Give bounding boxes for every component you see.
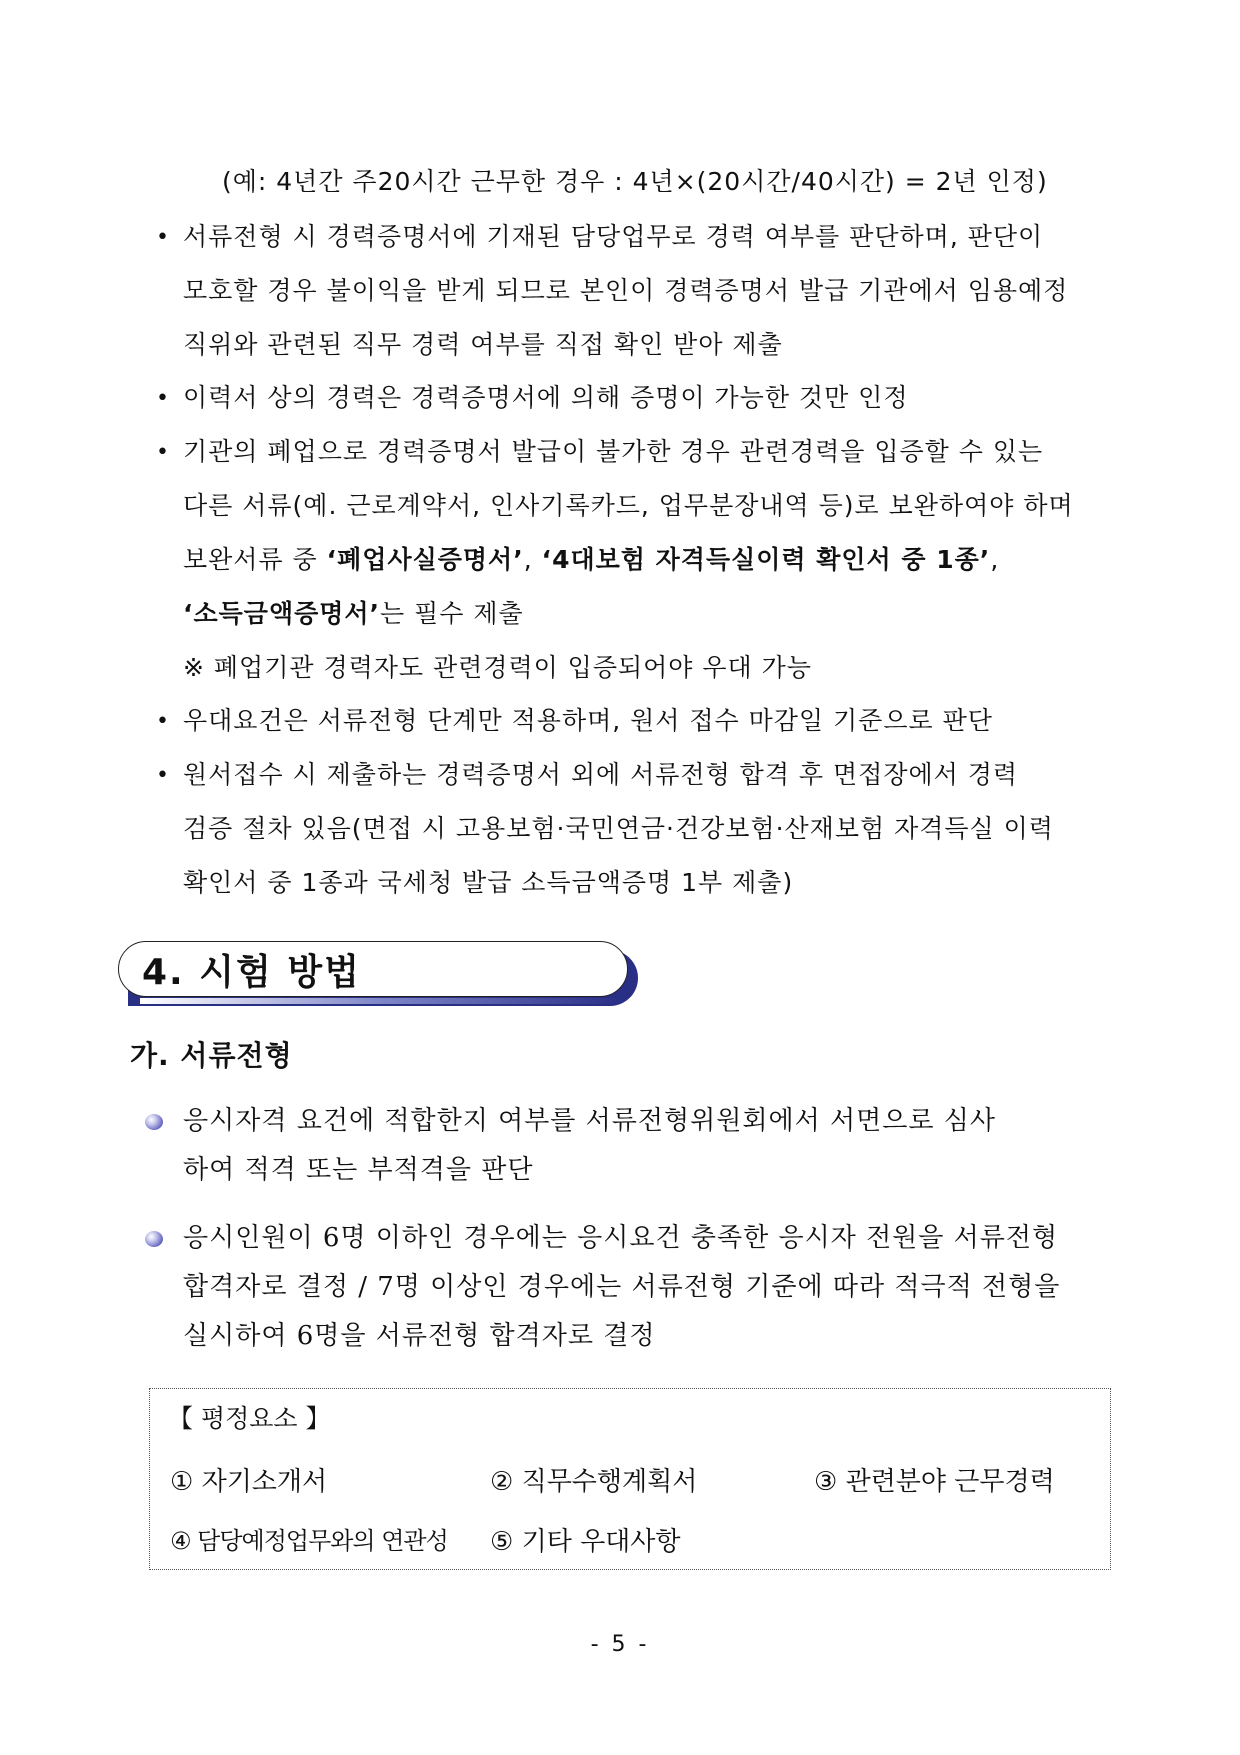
- evaluation-item: ④ 담당예정업무와의 연관성: [170, 1527, 448, 1555]
- subsection-title: 가. 서류전형: [130, 1039, 293, 1072]
- bullet-ball-icon: [145, 1231, 163, 1247]
- text-span: 보완서류 중: [183, 545, 327, 574]
- text-line: 다른 서류(예. 근로계약서, 인사기록카드, 업무분장내역 등)로 보완하여야 하며: [183, 491, 1074, 520]
- text-span: ,: [523, 545, 542, 574]
- evaluation-box: [149, 1388, 1111, 1570]
- text-line: 검증 절차 있음(면접 시 고용보험·국민연금·건강보험·산재보험 자격득실 이력: [183, 814, 1054, 843]
- evaluation-box-title: 【 평정요소 】: [168, 1404, 331, 1433]
- text-line: 우대요건은 서류전형 단계만 적용하며, 원서 접수 마감일 기준으로 판단: [183, 706, 993, 735]
- bullet-glyph: •: [156, 709, 169, 734]
- para-line: 응시자격 요건에 적합한지 여부를 서류전형위원회에서 서면으로 심사: [183, 1106, 996, 1136]
- bold-doc-name: ‘폐업사실증명서’: [326, 545, 524, 574]
- text-line: 서류전형 시 경력증명서에 기재된 담당업무로 경력 여부를 판단하며, 판단이: [183, 222, 1044, 251]
- text-line-mixed: [183, 594, 524, 630]
- bold-doc-name: ‘4대보험 자격득실이력 확인서 중 1종’: [541, 545, 991, 574]
- page-number: - 5 -: [590, 1632, 650, 1657]
- evaluation-item: ⑤ 기타 우대사항: [490, 1527, 681, 1557]
- text-span: ,: [990, 545, 1000, 574]
- bold-doc-name: ‘소득금액증명서’: [183, 599, 381, 628]
- bullet-glyph: •: [156, 440, 169, 465]
- section-title: 4. 시험 방법: [142, 952, 361, 993]
- text-line-mixed: [183, 540, 999, 576]
- text-line: 원서접수 시 제출하는 경력증명서 외에 서류전형 합격 후 면접장에서 경력: [183, 760, 1019, 789]
- bullet-glyph: •: [156, 225, 169, 250]
- evaluation-item: ① 자기소개서: [170, 1467, 328, 1497]
- para-line: 실시하여 6명을 서류전형 합격자로 결정: [183, 1321, 656, 1351]
- bullet-glyph: •: [156, 763, 169, 788]
- example-note: (예: 4년간 주20시간 근무한 경우 : 4년×(20시간/40시간) = 2년 인정): [222, 167, 1048, 196]
- evaluation-item: ③ 관련분야 근무경력: [814, 1467, 1055, 1497]
- text-span: 는 필수 제출: [380, 599, 524, 628]
- text-line: 기관의 폐업으로 경력증명서 발급이 불가한 경우 관련경력을 입증할 수 있는: [183, 437, 1044, 466]
- para-line: 합격자로 결정 / 7명 이상인 경우에는 서류전형 기준에 따라 적극적 전형을: [183, 1272, 1061, 1302]
- bullet-ball-icon: [145, 1114, 163, 1130]
- note-line: ※ 폐업기관 경력자도 관련경력이 입증되어야 우대 가능: [183, 653, 812, 682]
- para-line: 응시인원이 6명 이하인 경우에는 응시요건 충족한 응시자 전원을 서류전형: [183, 1223, 1059, 1253]
- text-line: 직위와 관련된 직무 경력 여부를 직접 확인 받아 제출: [183, 330, 783, 359]
- evaluation-item: ② 직무수행계획서: [490, 1467, 698, 1497]
- text-line: 이력서 상의 경력은 경력증명서에 의해 증명이 가능한 것만 인정: [183, 383, 909, 412]
- bullet-glyph: •: [156, 386, 169, 411]
- text-line: 모호할 경우 불이익을 받게 되므로 본인이 경력증명서 발급 기관에서 임용예정: [183, 276, 1069, 305]
- text-line: 확인서 중 1종과 국세청 발급 소득금액증명 1부 제출): [183, 868, 794, 897]
- section-header-underline: [140, 998, 620, 1004]
- para-line: 하여 적격 또는 부적격을 판단: [183, 1155, 534, 1185]
